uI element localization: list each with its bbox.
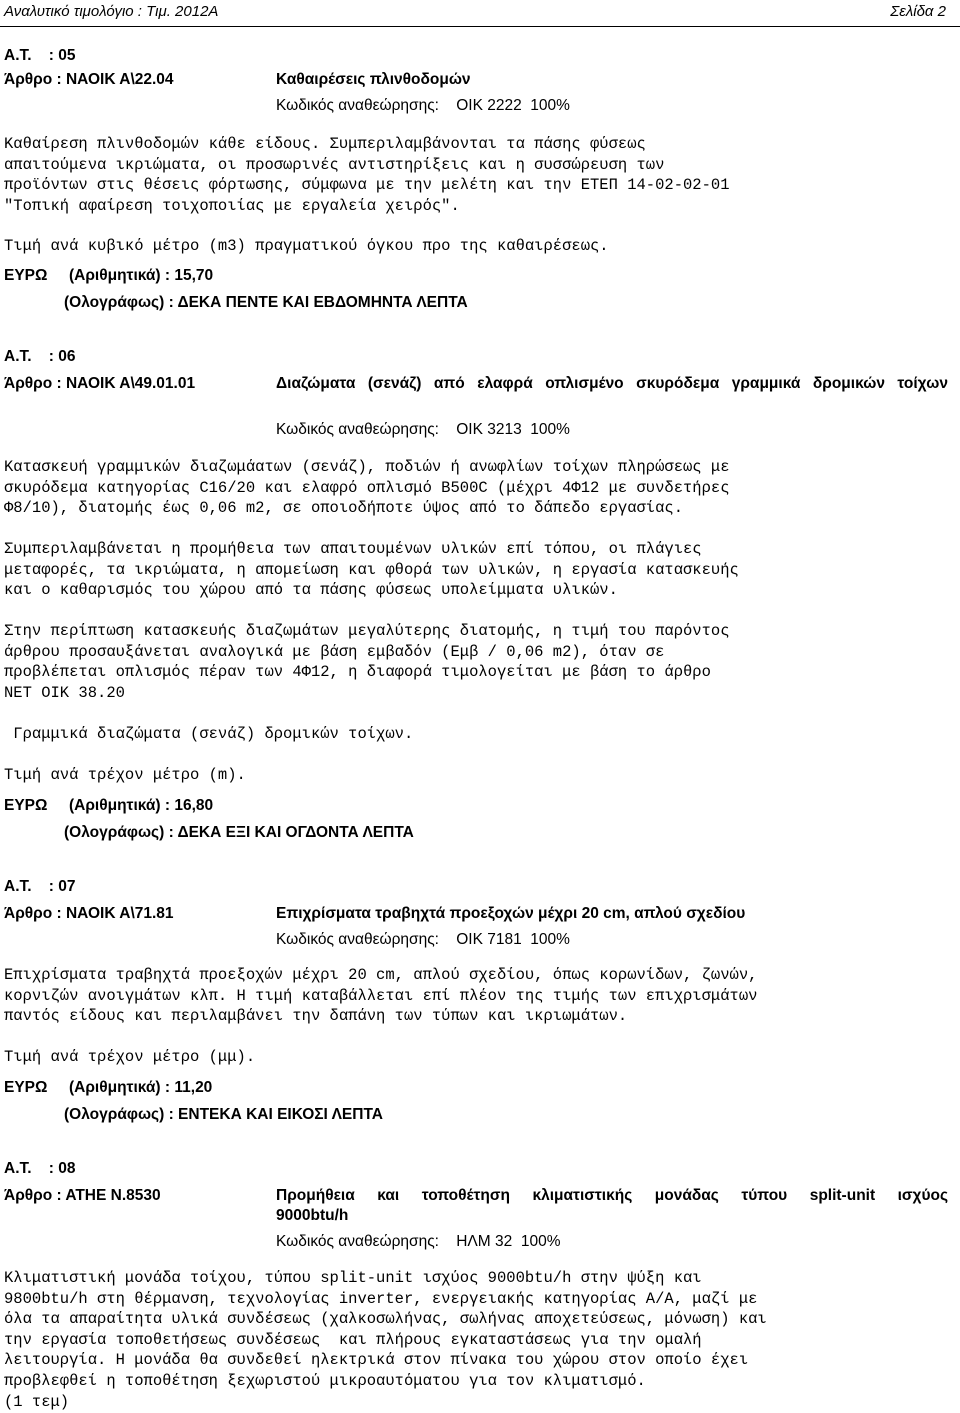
page-header	[0, 0, 960, 27]
item-06-at: Α.Τ. : 06	[4, 348, 76, 365]
item-08-title-line2: 9000btu/h	[276, 1207, 349, 1224]
item-06-description: Κατασκευή γραμμικών διαζωμάατων (σενάζ), ποδιών ή ανωφλίων τοίχων πληρώσεως με σκυρόδεμα κατηγορίας C16/20 και ελαφρό οπλισμό B500C (μέχρι 4Φ12 με συνδετήρες Φ8/10), διατομής έως 0,06 m2, σε οποιοδήποτε ύψος από το δάπεδο εργασίας.	[4, 458, 730, 518]
item-05-at: Α.Τ. : 05	[4, 47, 76, 64]
item-06-subtitle: Γραμμικά διαζώματα (σενάζ) δρομικών τοίχων.	[4, 725, 414, 743]
item-06-arthro: Άρθρο : ΝΑΟΙΚ Α\49.01.01	[4, 375, 196, 392]
item-05-code: Κωδικός αναθεώρησης: ΟΙΚ 2222 100%	[276, 97, 570, 114]
item-08-at: Α.Τ. : 08	[4, 1160, 76, 1177]
header-page-number: Σελίδα 2	[890, 3, 946, 20]
item-06-price-numeric: ΕΥΡΩ (Αριθμητικά) : 16,80	[4, 797, 214, 814]
item-06-price-words: (Ολογράφως) : ΔΕΚΑ ΕΞΙ ΚΑΙ ΟΓΔΟΝΤΑ ΛΕΠΤΑ	[64, 824, 414, 841]
item-07-price-numeric: ΕΥΡΩ (Αριθμητικά) : 11,20	[4, 1079, 213, 1096]
item-07-price-words: (Ολογράφως) : ΕΝΤΕΚΑ ΚΑΙ ΕΙΚΟΣΙ ΛΕΠΤΑ	[64, 1106, 383, 1123]
item-06-code: Κωδικός αναθεώρησης: ΟΙΚ 3213 100%	[276, 421, 570, 438]
item-05-description: Καθαίρεση πλινθοδομών κάθε είδους. Συμπεριλαμβάνονται τα πάσης φύσεως απαιτούμενα ικριώματα, οι προσωρινές αντιστηρίξεις και η συσσώρευση των προϊόντων στις θέσεις φόρτωσης, σύμφωνα με την μελέτη και την ΕΤΕΠ 14-02-02-01 "Τοπική αφαίρεση τοιχοποιίας με εργαλεία χειρός".	[4, 135, 730, 215]
item-05-price-numeric: ΕΥΡΩ (Αριθμητικά) : 15,70	[4, 267, 214, 284]
item-06-inclusions: Συμπεριλαμβάνεται η προμήθεια των απαιτουμένων υλικών επί τόπου, οι πλάγιες μεταφορές, τα ικριώματα, η απομείωση και φθορά των υλικών, η εργασία κατασκευής και ο καθαρισμός του χώρου από τα πάσης φύσεως υπολείμματα υλικών.	[4, 540, 739, 600]
item-05-arthro: Άρθρο : ΝΑΟΙΚ Α\22.04	[4, 71, 174, 88]
item-05-title: Καθαιρέσεις πλινθοδομών	[276, 71, 471, 88]
item-07-unit: Τιμή ανά τρέχον μέτρο (μμ).	[4, 1048, 256, 1066]
item-08-description: Κλιματιστική μονάδα τοίχου, τύπου split-unit ισχύος 9000btu/h στην ψύξη και 9800btu/h στη θέρμανση, τεχνολογίας inverter, ενεργειακής κατηγορίας Α/Α, μαζί με όλα τα απαραίτητα υλικά συνδέσεως (χαλκοσωλήνας, σωλήνας αποχετεύσεως, μόνωση) και την εργασία τοποθετήσεως συνδέσεως και πλήρους εγκαταστάσεως για την ομαλή λειτουργία. Η μονάδα θα συνδεθεί ηλεκτρικά στον πίνακα του χώρου στον οποίο έχει προβλεφθεί η τοποθέτηση ξεχωριστού μικροαυτόματου για τον κλιματισμό. (1 τεμ)	[4, 1269, 767, 1411]
item-07-description: Επιχρίσματα τραβηχτά προεξοχών μέχρι 20 cm, απλού σχεδίου, όπως κορωνίδων, ζωνών, κορνιζών ανοιγμάτων κλπ. Η τιμή καταβάλλεται επί πλέον της τιμής των επιχρισμάτων παντός είδους και περιλαμβάνει την δαπάνη των τύπων και ικριωμάτων.	[4, 966, 758, 1026]
item-07-at: Α.Τ. : 07	[4, 878, 76, 895]
item-06-notes: Στην περίπτωση κατασκευής διαζωμάτων μεγαλύτερης διατομής, η τιμή του παρόντος άρθρου προσαυξάνεται αναλογικά με βάση εμβαδόν (Εμβ / 0,06 m2), όταν σε προβλέπεται οπλισμός πέραν των 4Φ12, η διαφορά τιμολογείται με βάση το άρθρο ΝΕΤ ΟΙΚ 38.20	[4, 622, 730, 702]
item-08-arthro: Άρθρο : ΑΤΗΕ Ν.8530	[4, 1187, 161, 1204]
item-07-arthro: Άρθρο : ΝΑΟΙΚ Α\71.81	[4, 905, 174, 922]
item-06-title: Διαζώματα (σενάζ) από ελαφρά οπλισμένο σκυρόδεμα γραμμικά δρομικών τοίχων	[276, 375, 948, 392]
header-title: Αναλυτικό τιμολόγιο : Τιμ. 2012Α	[4, 3, 219, 20]
item-08-title: Προμήθεια και τοποθέτηση κλιματιστικής μονάδας τύπου split-unit ισχύος	[276, 1187, 948, 1204]
item-08-code: Κωδικός αναθεώρησης: ΗΛΜ 32 100%	[276, 1233, 561, 1250]
item-06-unit: Τιμή ανά τρέχον μέτρο (m).	[4, 766, 246, 784]
item-07-code: Κωδικός αναθεώρησης: ΟΙΚ 7181 100%	[276, 931, 570, 948]
item-05-unit: Τιμή ανά κυβικό μέτρο (m3) πραγματικού όγκου προ της καθαιρέσεως.	[4, 237, 609, 255]
item-05-price-words: (Ολογράφως) : ΔΕΚΑ ΠΕΝΤΕ ΚΑΙ ΕΒΔΟΜΗΝΤΑ ΛΕΠΤΑ	[64, 294, 468, 311]
item-07-title: Επιχρίσματα τραβηχτά προεξοχών μέχρι 20 cm, απλού σχεδίου	[276, 905, 746, 922]
